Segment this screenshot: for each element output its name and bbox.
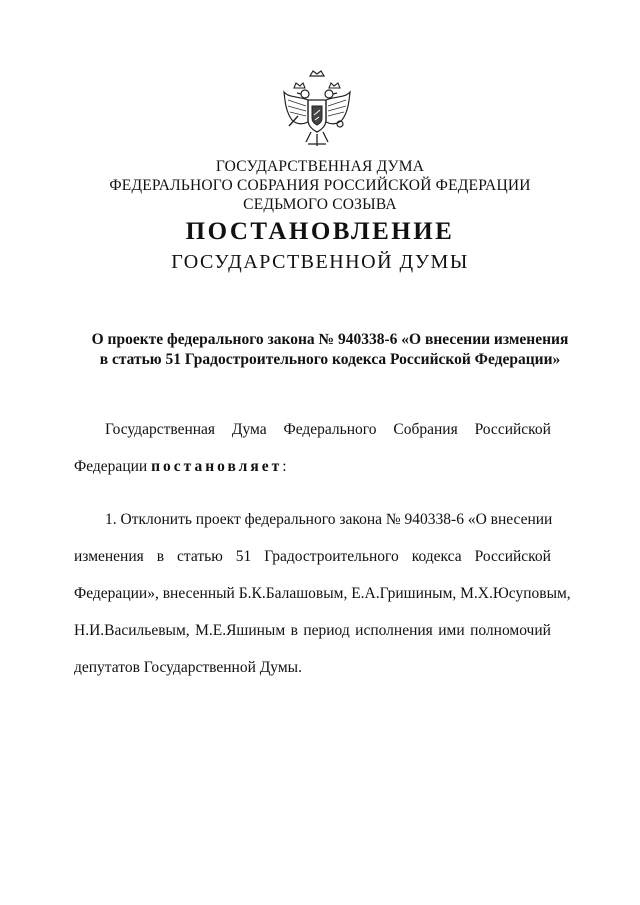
document-type-title: ПОСТАНОВЛЕНИЕ bbox=[185, 218, 455, 245]
subject-line-2: в статью 51 Градостроительного кодекса Российской Федерации» bbox=[99, 351, 561, 368]
preamble-line-2-start: Федерации bbox=[74, 458, 148, 475]
clause-1-line-2 bbox=[74, 547, 551, 584]
document-subject bbox=[60, 330, 600, 370]
clause-1-word: М.Е.Яшиным bbox=[195, 622, 286, 639]
clause-1-word: статью bbox=[177, 548, 223, 565]
preamble-word: Собрания bbox=[393, 421, 458, 438]
header-line-1: ГОСУДАРСТВЕННАЯ ДУМА bbox=[215, 158, 425, 175]
clause-1-word: полномочий bbox=[470, 622, 551, 639]
clause-1-word: Н.И.Васильевым, bbox=[74, 622, 190, 639]
clause-1-word: исполнения bbox=[355, 622, 433, 639]
clause-1-word: Градостроительного bbox=[264, 548, 399, 565]
issuing-body-header bbox=[0, 157, 640, 214]
clause-1-paragraph bbox=[74, 510, 571, 695]
document-issuer-subtitle: ГОСУДАРСТВЕННОЙ ДУМЫ bbox=[171, 251, 469, 273]
subject-line-1: О проекте федерального закона № 940338-6 «О внесении изменения bbox=[91, 331, 569, 348]
clause-1-line-3: Федерации», внесенный Б.К.Балашовым, Е.А.Гришиным, М.Х.Юсуповым, bbox=[74, 585, 571, 602]
preamble-line-1 bbox=[74, 420, 551, 457]
preamble-word: Федерального bbox=[283, 421, 377, 438]
preamble-word: Дума bbox=[231, 421, 267, 438]
resolves-keyword: постановляет bbox=[151, 458, 283, 475]
clause-1-line-1: 1. Отклонить проект федерального закона № 940338-6 «О внесении bbox=[105, 511, 553, 528]
clause-1-line-4 bbox=[74, 621, 551, 658]
clause-1-word: Российской bbox=[474, 548, 551, 565]
preamble-word: Российской bbox=[474, 421, 551, 438]
header-line-2: ФЕДЕРАЛЬНОГО СОБРАНИЯ РОССИЙСКОЙ ФЕДЕРАЦИИ bbox=[109, 177, 531, 194]
clause-1-word: период bbox=[303, 622, 350, 639]
preamble-word: Государственная bbox=[105, 421, 216, 438]
clause-1-word: кодекса bbox=[411, 548, 462, 565]
clause-1-word: изменения bbox=[74, 548, 144, 565]
clause-1-word: в bbox=[290, 622, 298, 639]
clause-1-line-5: депутатов Государственной Думы. bbox=[74, 659, 302, 676]
clause-1-word: 51 bbox=[235, 548, 252, 565]
header-line-3: СЕДЬМОГО СОЗЫВА bbox=[243, 196, 397, 213]
coat-of-arms-icon bbox=[280, 70, 354, 152]
preamble-line-2-end: : bbox=[282, 458, 287, 475]
preamble-line-2 bbox=[74, 457, 551, 494]
clause-1-word: в bbox=[156, 548, 165, 565]
preamble-paragraph bbox=[74, 420, 551, 494]
clause-1-word: ими bbox=[438, 622, 465, 639]
